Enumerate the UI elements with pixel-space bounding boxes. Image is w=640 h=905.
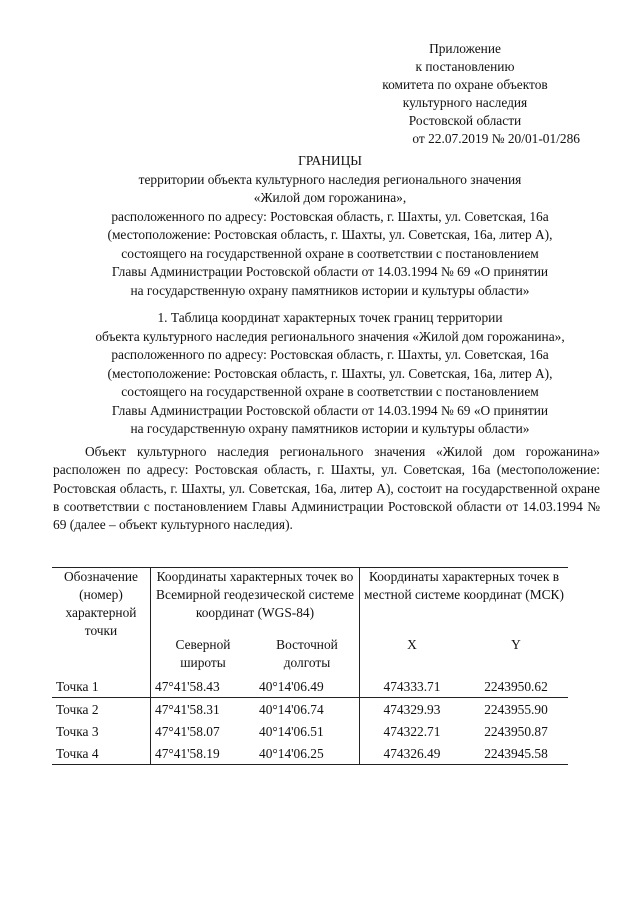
cell-y: 2243955.90 xyxy=(484,702,548,717)
subheader-x: X xyxy=(407,637,417,652)
cell-north: 47°41'58.19 xyxy=(151,742,256,765)
section-line: объекта культурного наследия регионального значения «Жилой дом горожанина», xyxy=(95,328,565,344)
header-msk: Координаты характерных точек в местной системе координат (МСК) xyxy=(360,568,569,623)
cell-label: Точка 3 xyxy=(52,720,151,742)
appendix-line: комитета по охране объектов xyxy=(382,77,548,92)
title-line: на государственную охрану памятников истории и культуры области» xyxy=(130,282,530,298)
title-line: расположенного по адресу: Ростовская область, г. Шахты, ул. Советская, 16а xyxy=(111,208,549,224)
appendix-line: культурного наследия xyxy=(402,95,528,110)
cell-x: 474326.49 xyxy=(360,742,465,765)
title-line: (местоположение: Ростовская область, г. Шахты, ул. Советская, 16а, литер А), xyxy=(107,227,553,242)
document-title xyxy=(60,152,600,300)
section-heading xyxy=(50,309,610,439)
cell-east: 40°14'06.74 xyxy=(255,698,360,721)
subheader-north: Северной широты xyxy=(175,637,231,670)
coordinates-table xyxy=(52,567,568,765)
body-paragraph: Объект культурного наследия регионального значения «Жилой дом горожанина» расположен по адресу: Ростовская область, г. Шахты, ул. Советская, 16а (местоположение: Ростовская область, г. Шахты, ул. Советская, 16а, литер А), состоит на государственной охране в соответствии с постановлением Главы Администрации Ростовской области от 14.03.1994 № 69 (далее – объект культурного наследия). xyxy=(53,444,600,533)
cell-y: 2243950.87 xyxy=(484,724,548,739)
table-row xyxy=(52,742,568,765)
cell-label: Точка 4 xyxy=(52,742,151,765)
appendix-line: Ростовской области xyxy=(408,113,522,128)
section-line: на государственную охрану памятников истории и культуры области» xyxy=(130,421,530,436)
section-line: Главы Администрации Ростовской области от 14.03.1994 № 69 «О принятии xyxy=(111,402,549,418)
section-line: 1. Таблица координат характерных точек границ территории xyxy=(157,310,503,325)
cell-east: 40°14'06.25 xyxy=(255,742,360,765)
header-point-label: Обозначение (номер) характерной точки xyxy=(52,568,151,673)
appendix-date-line: от 22.07.2019 № 20/01-01/286 xyxy=(412,131,580,146)
cell-north: 47°41'58.07 xyxy=(155,724,220,739)
title-heading: ГРАНИЦЫ xyxy=(298,153,362,168)
cell-x: 474333.71 xyxy=(360,672,465,698)
title-line: территории объекта культурного наследия регионального значения xyxy=(138,171,522,187)
cell-label: Точка 1 xyxy=(52,672,151,698)
cell-x: 474322.71 xyxy=(383,724,441,739)
title-line: Главы Администрации Ростовской области от 14.03.1994 № 69 «О принятии xyxy=(111,264,549,279)
title-line: состоящего на государственной охране в соответствии с постановлением xyxy=(121,245,539,261)
appendix-line: к постановлению xyxy=(415,59,515,74)
cell-label: Точка 2 xyxy=(52,698,151,721)
header-wgs: Координаты характерных точек во Всемирной геодезической системе координат (WGS-84) xyxy=(151,568,360,623)
section-line: (местоположение: Ростовская область, г. Шахты, ул. Советская, 16а, литер А), xyxy=(107,365,553,381)
cell-north: 47°41'58.43 xyxy=(151,672,256,698)
title-line: «Жилой дом горожанина», xyxy=(253,190,407,205)
table-row xyxy=(52,698,568,721)
table-row xyxy=(52,720,568,742)
subheader-east: Восточной долготы xyxy=(255,622,360,672)
cell-x: 474329.93 xyxy=(383,702,441,717)
section-line: расположенного по адресу: Ростовская область, г. Шахты, ул. Советская, 16а xyxy=(111,347,549,362)
table-row xyxy=(52,672,568,698)
cell-y: 2243945.58 xyxy=(464,742,568,765)
cell-east: 40°14'06.49 xyxy=(255,672,360,698)
cell-y: 2243950.62 xyxy=(464,672,568,698)
table-header-row xyxy=(52,568,568,623)
subheader-y: Y xyxy=(511,637,521,652)
appendix-line: Приложение xyxy=(429,41,501,56)
appendix-header xyxy=(330,40,580,148)
section-line: состоящего на государственной охране в соответствии с постановлением xyxy=(121,384,539,399)
cell-north: 47°41'58.31 xyxy=(155,702,220,717)
cell-east: 40°14'06.51 xyxy=(255,720,360,742)
